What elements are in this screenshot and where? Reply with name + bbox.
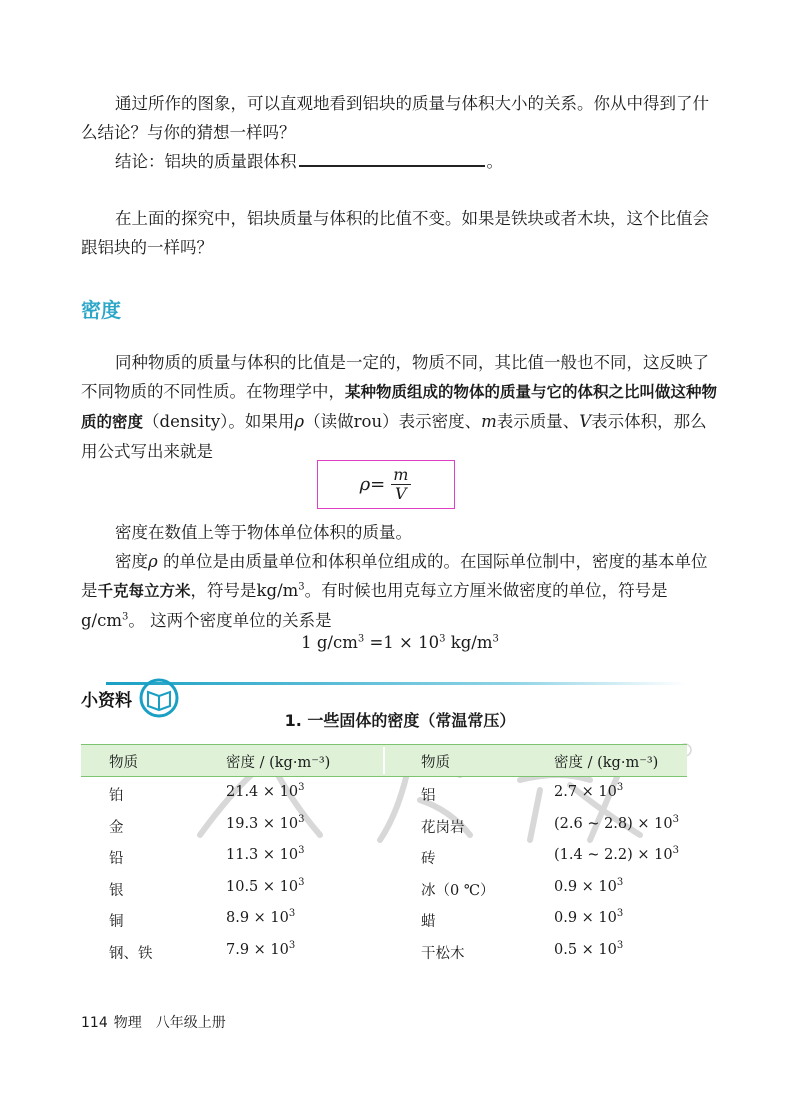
table-cell: (1.4 ~ $2.2) \times 10^3$ [554, 845, 679, 863]
table-cell: 银 [109, 882, 124, 899]
v-symbol: V [579, 412, 592, 431]
relation-c: kg/m [445, 633, 493, 652]
density-formula-box [317, 460, 455, 509]
formula-denominator: V [395, 484, 407, 503]
density-definition-paragraph [81, 348, 721, 466]
relation-a: 1 g/cm [301, 633, 358, 652]
table-cell: $21.4 \times 10^3$ [226, 782, 305, 800]
density-unit-paragraph [81, 547, 721, 635]
table-cell: 蜡 [421, 914, 436, 930]
exponent: 3 [357, 633, 365, 645]
table-cell: 铅 [109, 851, 124, 867]
formula-lhs: ρ= [359, 474, 386, 495]
formula-numerator: m [393, 465, 409, 484]
unit-text-a: 密度 [115, 552, 148, 571]
table-cell: $8.9 \times 10^3$ [226, 908, 296, 926]
definition-text-c: （读做rou）表示密度、 [304, 412, 482, 431]
table-title: 1. 一些固体的密度（常温常压） [284, 711, 516, 730]
unit-text-b: 的单位是由质量单位和体积单位组成的。在国际单位制中，密度的基本单位是 [81, 552, 708, 600]
table-cell: 金 [109, 819, 124, 836]
header-divider [383, 747, 385, 774]
table-cell: 花岗岩 [421, 819, 465, 836]
table-cell: $2.7 \times 10^3$ [554, 782, 624, 800]
table-cell: 钢、铁 [109, 945, 153, 962]
exponent: 3 [298, 581, 305, 593]
unit-relation [0, 633, 800, 652]
conclusion-prefix: 结论：铝块的质量跟体积 [115, 152, 297, 171]
table-cell: 铜 [109, 914, 124, 930]
definition-text-e: 表示体积，那么用公式写出来就是 [81, 412, 707, 461]
conclusion-suffix: 。 [486, 152, 503, 171]
resource-divider [106, 682, 686, 685]
book-grade: 八年级上册 [155, 1015, 226, 1031]
header-substance-1: 物质 [109, 755, 138, 771]
density-table [81, 744, 687, 966]
resource-label: 小资料 [81, 691, 132, 711]
table-cell: $11.3 \times 10^3$ [226, 845, 305, 863]
table-cell: 铂 [109, 788, 124, 804]
page-number: 114 [81, 1015, 108, 1031]
unit-text-d: 。有时候也用克每立方厘米做密度的单位，符号是g/cm [81, 581, 668, 630]
rho-symbol: ρ [294, 412, 305, 431]
table-cell: $0.9 \times 10^3$ [554, 908, 624, 926]
header-density-1: 密度 / (kg·m⁻³) [226, 755, 331, 771]
table-body [81, 777, 687, 966]
exponent: 3 [439, 633, 446, 645]
rho-symbol-2: ρ [148, 552, 158, 571]
definition-text-d: 表示质量、 [496, 412, 580, 431]
table-row [81, 872, 687, 904]
definition-text-b: （density）。如果用 [143, 412, 295, 431]
table-row [81, 935, 687, 967]
table-cell: $19.3 \times 10^3$ [226, 813, 305, 832]
table-row [81, 809, 687, 841]
book-subject: 物理 [113, 1015, 142, 1031]
unit-bold: 千克每立方米 [97, 582, 191, 600]
conclusion-line [81, 147, 721, 176]
intro-paragraph-2: 在上面的探究中，铝块质量与体积的比值不变。如果是铁块或者木块，这个比值会跟铝块的一样吗？ [81, 209, 709, 257]
intro-paragraph-1: 通过所作的图象，可以直观地看到铝块的质量与体积大小的关系。你从中得到了什么结论？与你的猜想一样吗？ [81, 94, 709, 142]
exponent: 3 [492, 633, 499, 645]
table-cell: 冰（0 ℃） [421, 882, 495, 899]
unit-text-e: 。 这两个密度单位的关系是 [128, 611, 332, 630]
table-cell: (2.6 ~ $2.8) \times 10^3$ [554, 813, 679, 832]
table-cell: $7.9 \times 10^3$ [226, 939, 296, 958]
page-footer [81, 1012, 226, 1032]
relation-b: =1 × 10 [364, 633, 440, 652]
table-header [81, 744, 687, 777]
table-cell: 铝 [421, 788, 436, 804]
table-cell: 干松木 [421, 945, 465, 962]
definition-text-a: 同种物质的质量与体积的比值是一定的，物质不同，其比值一般也不同，这反映了不同物质的不同性质。在物理学中， [81, 353, 709, 401]
table-cell: 砖 [421, 851, 436, 867]
table-row [81, 777, 687, 809]
definition-bold: 某种物质组成的物体的质量与它的体积之比叫做这种物质的密度 [81, 383, 718, 431]
table-row [81, 903, 687, 935]
header-density-2: 密度 / (kg·m⁻³) [554, 755, 659, 771]
header-substance-2: 物质 [421, 755, 450, 771]
formula-fraction [389, 466, 412, 503]
table-cell: $0.5 \times 10^3$ [554, 939, 624, 958]
table-cell: $0.9 \times 10^3$ [554, 876, 624, 895]
fill-in-blank[interactable] [299, 149, 485, 167]
density-meaning-paragraph: 密度在数值上等于物体单位体积的质量。 [115, 523, 412, 542]
unit-text-c: ，符号是kg/m [190, 581, 299, 600]
table-row [81, 840, 687, 872]
exponent: 3 [122, 611, 129, 623]
table-cell: $10.5 \times 10^3$ [226, 876, 305, 895]
m-symbol: m [481, 412, 497, 431]
section-title: 密度 [81, 298, 121, 322]
